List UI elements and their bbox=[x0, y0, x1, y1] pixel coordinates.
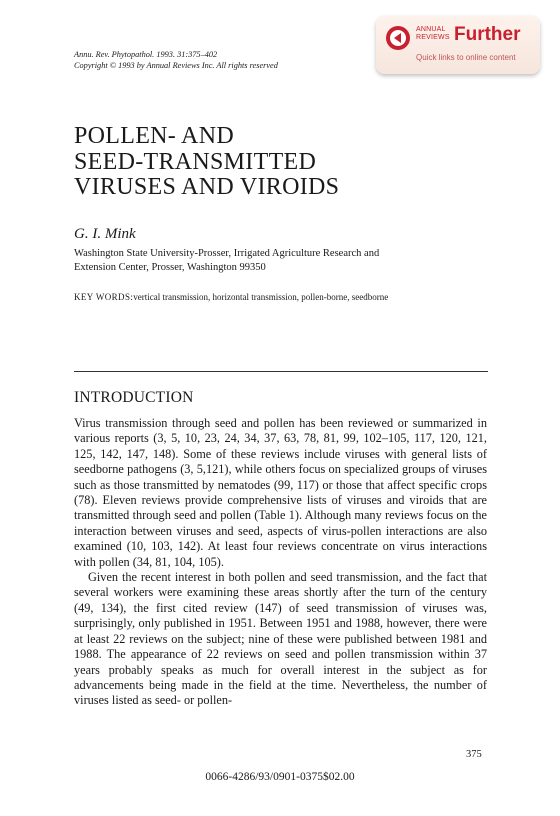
author-name: G. I. Mink bbox=[74, 226, 136, 242]
paragraph: Virus transmission through seed and pollen has been reviewed or summarized in various reports (3, 5, 10, 23, 24, 34, 37, 63, 78, 81, 99, 102–105, 117, 120, 121, 125, 142, 147, 148). Some of these reviews include viruses with general lists of seedborne pathogens (3, 5,121), while others focus on specialized groups of viruses such as those transmitted by nematodes (99, 117) or those that affect specific crops (78). Eleven reviews provide comprehensive lists of viruses and viroids that are transmitted through seed and pollen (Table 1). Although many reviews focus on the interaction between viruses and seed, aspects of virus-pollen interactions are also examined (10, 103, 142). At least four reviews concentrate on virus interactions with pollen (34, 81, 104, 105). bbox=[74, 416, 487, 569]
journal-citation bbox=[74, 50, 278, 71]
title-line: VIRUSES AND VIROIDS bbox=[74, 174, 340, 200]
title-line: SEED-TRANSMITTED bbox=[74, 148, 317, 175]
keywords-terms: vertical transmission, horizontal transmission, pollen-borne, seedborne bbox=[133, 292, 389, 302]
citation-line: Annu. Rev. Phytopathol. 1993. 31:375–402 bbox=[74, 50, 218, 59]
paragraph: Given the recent interest in both pollen and seed transmission, and the fact that several workers were examining these areas shortly after the turn of the century (49, 134), the first cited review (147) of seed transmission of viruses was, surprisingly, only published in 1951. Between 1951 and 1988, however, there were at least 22 reviews on the subject; nine of these were published between 1981 and 1988. The appearance of 22 reviews on seed and pollen transmission within 37 years probably speaks as much for overall interest in the subject as for advancements being made in the field at the time. Nevertheless, the number of viruses listed as seed- or pollen- bbox=[74, 570, 487, 708]
article-code: 0066-4286/93/0901-0375$02.00 bbox=[205, 771, 355, 783]
title-line: POLLEN- AND bbox=[74, 123, 234, 149]
further-badge[interactable] bbox=[376, 16, 540, 74]
affiliation-line: Extension Center, Prosser, Washington 99350 bbox=[74, 262, 266, 273]
article-title bbox=[74, 124, 339, 201]
affiliation bbox=[74, 247, 454, 275]
annual-reviews-logo-icon bbox=[386, 26, 410, 50]
affiliation-line: Washington State University-Prosser, Irrigated Agriculture Research and bbox=[74, 248, 380, 259]
page-number: 375 bbox=[466, 749, 482, 760]
badge-brand: ANNUAL REVIEWS bbox=[416, 26, 450, 41]
section-heading: INTRODUCTION bbox=[74, 389, 194, 406]
body-text bbox=[74, 416, 487, 709]
further-label: Further bbox=[454, 24, 521, 45]
copyright-line: Copyright © 1993 by Annual Reviews Inc. All rights reserved bbox=[74, 60, 278, 70]
section-divider bbox=[74, 371, 488, 372]
further-subtitle: Quick links to online content bbox=[416, 53, 516, 62]
keywords-label: KEY WORDS: bbox=[74, 292, 134, 302]
keywords bbox=[74, 292, 388, 302]
